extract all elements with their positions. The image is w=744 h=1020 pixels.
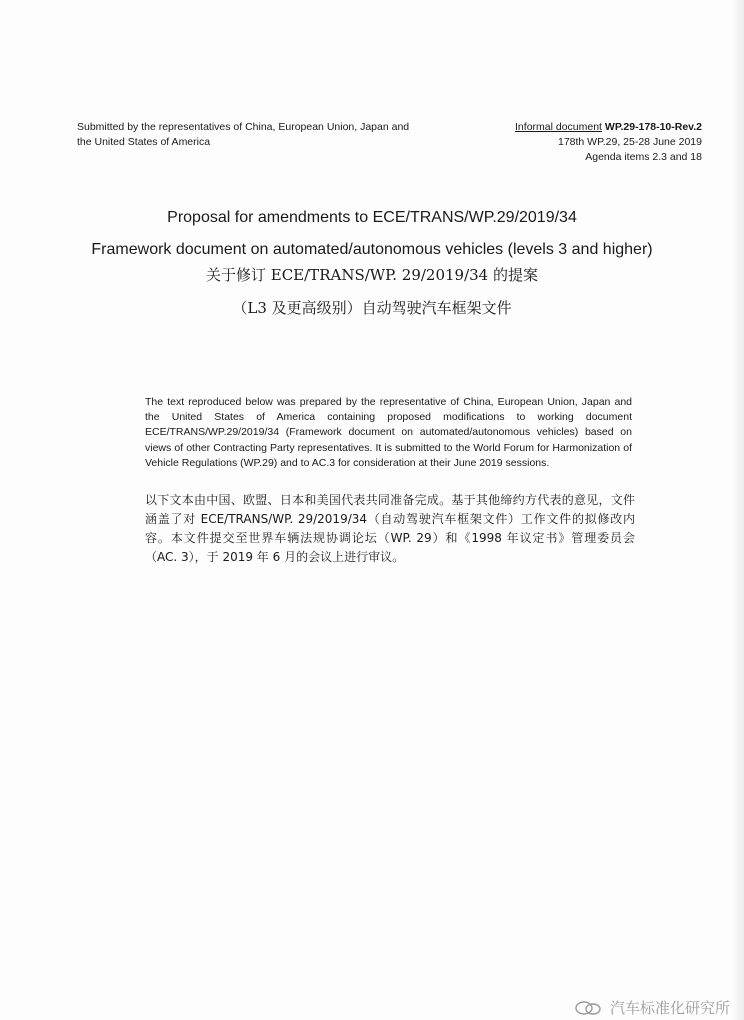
framework-title-en: Framework document on automated/autonomous vehicles (levels 3 and higher): [91, 241, 653, 258]
intro-paragraph-zh: 以下文本由中国、欧盟、日本和美国代表共同准备完成。基于其他缔约方代表的意见，文件涵盖了对 ECE/TRANS/WP. 29/2019/34（自动驾驶汽车框架文件）工作文件的拟修改内容。本文件提交至世界车辆法规协调论坛（WP. 29）和《1998 年议定书》管理委员会（AC. 3），于 2019 年 6 月的会议上进行审议。: [145, 493, 635, 564]
document-number: WP.29-178-10-Rev.2: [604, 121, 702, 133]
wechat-logo-icon: [574, 1000, 602, 1016]
proposal-title-en: Proposal for amendments to ECE/TRANS/WP.29/2019/34: [167, 209, 577, 226]
scan-edge: [732, 0, 744, 1020]
document-id-line: [402, 120, 702, 135]
submitter-note: Submitted by the representatives of China, European Union, Japan and the United States of America: [77, 121, 410, 148]
watermark-text: 汽车标准化研究所: [609, 999, 730, 1017]
document-info: [402, 120, 702, 165]
proposal-title-zh: 关于修订 ECE/TRANS/WP. 29/2019/34 的提案: [205, 266, 538, 284]
session-info: 178th WP.29, 25-28 June 2019: [557, 136, 702, 148]
informal-document-label: Informal document: [515, 121, 602, 133]
intro-paragraph-en: The text reproduced below was prepared by the representative of China, European Union, Japan and the United States of America containing proposed modifications to working document ECE/TRANS/WP.29/2019/34 (Framework document on automated/autonomous vehicles) based on views of other Contracting Party representatives. It is submitted to the World Forum for Harmonization of Vehicle Regulations (WP.29) and to AC.3 for consideration at their June 2019 sessions.: [145, 396, 632, 469]
agenda-items: Agenda items 2.3 and 18: [585, 151, 702, 163]
watermark: [574, 997, 730, 1018]
framework-title-zh: （L3 及更高级别）自动驾驶汽车框架文件: [232, 299, 512, 317]
